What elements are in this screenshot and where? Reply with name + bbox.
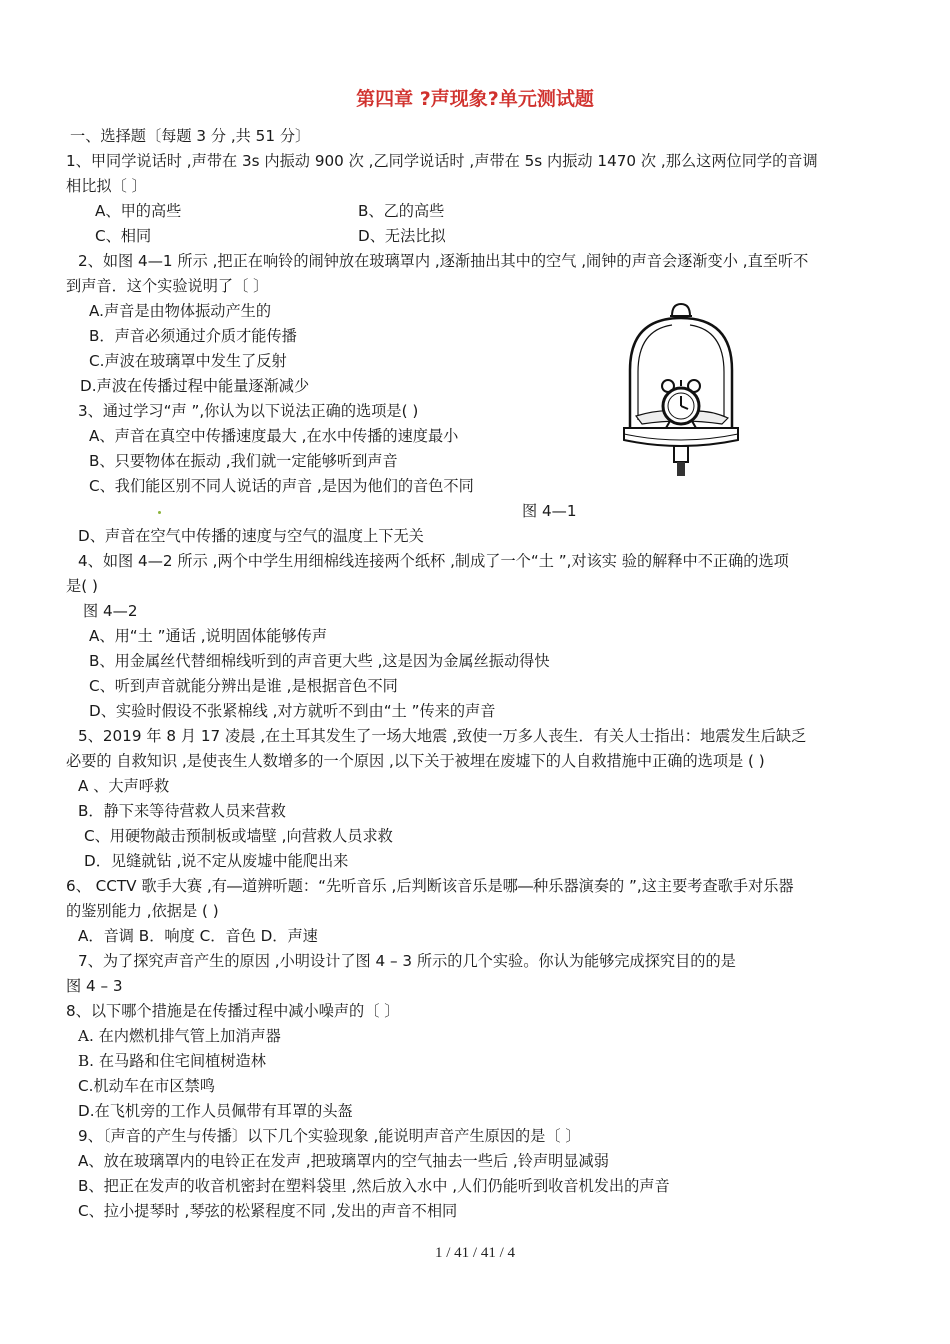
question-2-text: 2、如图 4—1 所示 ,把正在响铃的闹钟放在玻璃罩内 ,逐渐抽出其中的空气 ,闹钟的声音会逐渐变小 ,直至听不	[78, 252, 809, 270]
q1-option-d: D、无法比拟	[358, 227, 446, 245]
q5-option-d: D．见缝就钻 ,说不定从废墟中能爬出来	[84, 852, 349, 870]
q1-option-a: A、甲的高些	[95, 202, 182, 220]
q1-option-c: C、相同	[95, 227, 152, 245]
q8-option-c: C.机动车在市区禁鸣	[78, 1077, 215, 1095]
figure-4-3-caption: 图 4 – 3	[66, 977, 123, 995]
question-8-text: 8、以下哪个措施是在传播过程中减小噪声的〔 〕	[66, 1002, 400, 1020]
question-4-text-cont: 是( )	[66, 577, 98, 595]
q6-options: A．音调 B．响度 C．音色 D．声速	[78, 927, 318, 945]
page-title: 第四章 ?声现象?单元测试题	[356, 88, 594, 110]
question-5-text-cont: 必要的 自救知识 ,是使丧生人数增多的一个原因 ,以下关于被埋在废墟下的人自救措施中正确的选项是 ( )	[66, 752, 765, 770]
page-footer: 1 / 41 / 41 / 4	[434, 1245, 515, 1261]
q3-option-a: A、声音在真空中传播速度最大 ,在水中传播的速度最小	[89, 427, 459, 445]
q2-option-d: D.声波在传播过程中能量逐渐减少	[80, 377, 310, 395]
q9-option-c: C、拉小提琴时 ,琴弦的松紧程度不同 ,发出的声音不相同	[78, 1202, 458, 1220]
q4-option-c: C、听到声音就能分辨出是谁 ,是根据音色不同	[89, 677, 398, 695]
question-9-text: 9、〔声音的产生与传播〕以下几个实验现象 ,能说明声音产生原因的是〔 〕	[78, 1127, 581, 1145]
q5-option-c: C、用硬物敲击预制板或墙壁 ,向营救人员求救	[84, 827, 393, 845]
q9-option-b: B、把正在发声的收音机密封在塑料袋里 ,然后放入水中 ,人们仍能听到收音机发出的声音	[78, 1177, 670, 1195]
q5-option-a: A 、大声呼救	[78, 777, 170, 795]
question-7-text: 7、为了探究声音产生的原因 ,小明设计了图 4 – 3 所示的几个实验。你认为能够完成探究目的的是	[78, 952, 736, 970]
question-2-text-cont: 到声音．这个实验说明了〔 〕	[66, 277, 269, 295]
q3-option-b: B、只要物体在振动 ,我们就一定能够听到声音	[89, 452, 398, 470]
question-1-text-cont: 相比拟〔 〕	[66, 177, 147, 195]
question-3-text: 3、通过学习“声 ”,你认为以下说法正确的选项是( )	[78, 402, 419, 420]
q8-option-b: B. 在马路和住宅间植树造林	[78, 1052, 266, 1070]
decorative-dot	[158, 511, 161, 514]
q2-option-a: A.声音是由物体振动产生的	[89, 302, 272, 320]
q2-option-b: B．声音必须通过介质才能传播	[89, 327, 297, 345]
q8-option-d: D.在飞机旁的工作人员佩带有耳罩的头盔	[78, 1102, 353, 1120]
q2-option-c: C.声波在玻璃罩中发生了反射	[89, 352, 287, 370]
q1-option-b: B、乙的高些	[358, 202, 445, 220]
q3-option-d: D、声音在空气中传播的速度与空气的温度上下无关	[78, 527, 424, 545]
q5-option-b: B．静下来等待营救人员来营救	[78, 802, 286, 820]
question-1-text: 1、甲同学说话时 ,声带在 3s 内振动 900 次 ,乙同学说话时 ,声带在 5s 内振动 1470 次 ,那么这两位同学的音调	[66, 152, 818, 170]
q9-option-a: A、放在玻璃罩内的电铃正在发声 ,把玻璃罩内的空气抽去一些后 ,铃声明显减弱	[78, 1152, 609, 1170]
figure-4-1-caption: 图 4—1	[522, 502, 577, 520]
question-5-text: 5、2019 年 8 月 17 凌晨 ,在土耳其发生了一场大地震 ,致使一万多人丧生．有关人士指出：地震发生后缺乏	[78, 727, 807, 745]
q4-option-d: D、实验时假设不张紧棉线 ,对方就听不到由“土 ”传来的声音	[89, 702, 496, 720]
question-6-text: 6、 CCTV 歌手大赛 ,有―道辨听题：“先听音乐 ,后判断该音乐是哪―种乐器演奏的 ”,这主要考查歌手对乐器	[66, 877, 794, 895]
q4-option-a: A、用“土 ”通话 ,说明固体能够传声	[89, 627, 328, 645]
q3-option-c: C、我们能区别不同人说话的声音 ,是因为他们的音色不同	[89, 477, 474, 495]
q8-option-a: A. 在内燃机排气管上加消声器	[78, 1027, 281, 1045]
question-4-text: 4、如图 4—2 所示 ,两个中学生用细棉线连接两个纸杯 ,制成了一个“土 ”,对该实 验的解释中不正确的选项	[78, 552, 789, 570]
question-6-text-cont: 的鉴别能力 ,依据是 ( )	[66, 902, 219, 920]
figure-4-2-caption: 图 4—2	[83, 602, 138, 620]
q4-option-b: B、用金属丝代替细棉线听到的声音更大些 ,这是因为金属丝振动得快	[89, 652, 550, 670]
bell-jar-alarm-clock-figure	[622, 300, 740, 488]
section-heading: 一、选择题〔每题 3 分 ,共 51 分〕	[70, 127, 311, 145]
